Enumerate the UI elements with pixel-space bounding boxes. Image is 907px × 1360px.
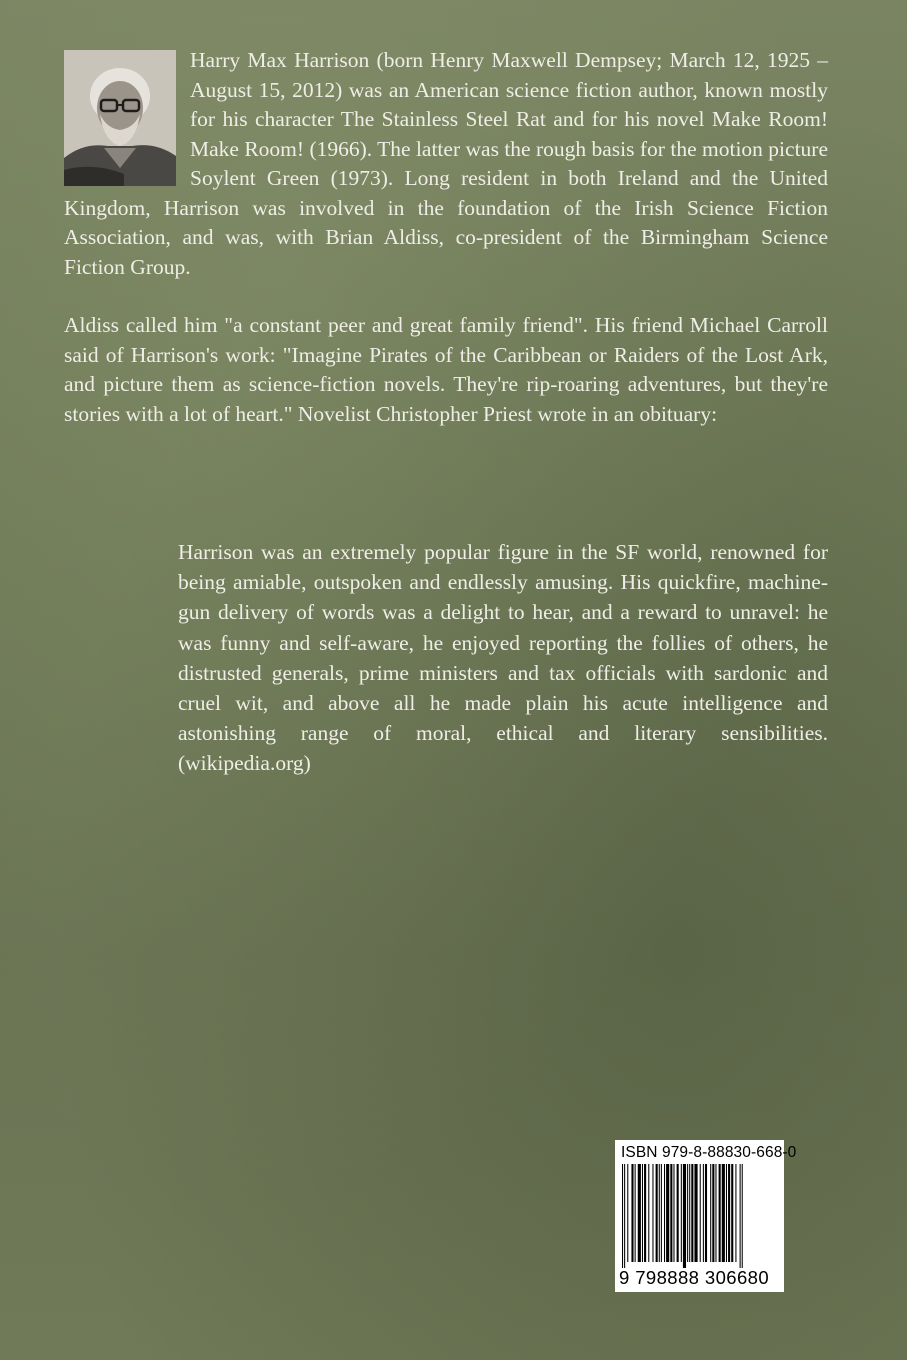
barcode-digits: 9 798888 306680 bbox=[619, 1267, 770, 1288]
isbn-label: ISBN 979-8-88830-668-0 bbox=[621, 1144, 797, 1161]
author-bio bbox=[64, 46, 828, 458]
bio-paragraph: Aldiss called him "a constant peer and great family friend". His friend Michael Carroll said of Harrison's work: "Imagine Pirates of the Caribbean or Raiders of the Lost Ark, and picture them as science-fiction novels. They're rip-roaring adventures, but they're stories with a lot of heart." Novelist Christopher Priest wrote in an obituary: bbox=[64, 313, 828, 426]
author-photo bbox=[64, 50, 176, 186]
obituary-quote: Harrison was an extremely popular figure in the SF world, renowned for being amiable, outspoken and endlessly amusing. His quickfire, machine-gun delivery of words was a delight to hear, and a reward to unravel: he was funny and self-aware, he enjoyed reporting the follies of others, he distrusted generals, prime ministers and tax officials with sardonic and cruel wit, and above all he made plain his acute intelligence and astonishing range of moral, ethical and literary sensibilities. (wikipedia.org) bbox=[178, 540, 828, 776]
bio-paragraph: Harry Max Harrison (born Henry Maxwell Dempsey; March 12, 1925 – August 15, 2012) was an American science fiction author, known mostly for his character The Stainless Steel Rat and for his novel Make Room! Make Room! (1966). The latter was the rough basis for the motion picture Soylent Green (1973). Long resident in both Ireland and the United Kingdom, Harrison was involved in the foundation of the Irish Science Fiction Association, and was, with Brian Aldiss, co-president of the Birmingham Science Fiction Group. bbox=[64, 48, 828, 279]
isbn-barcode bbox=[615, 1140, 797, 1292]
barcode-bars bbox=[620, 1164, 780, 1268]
